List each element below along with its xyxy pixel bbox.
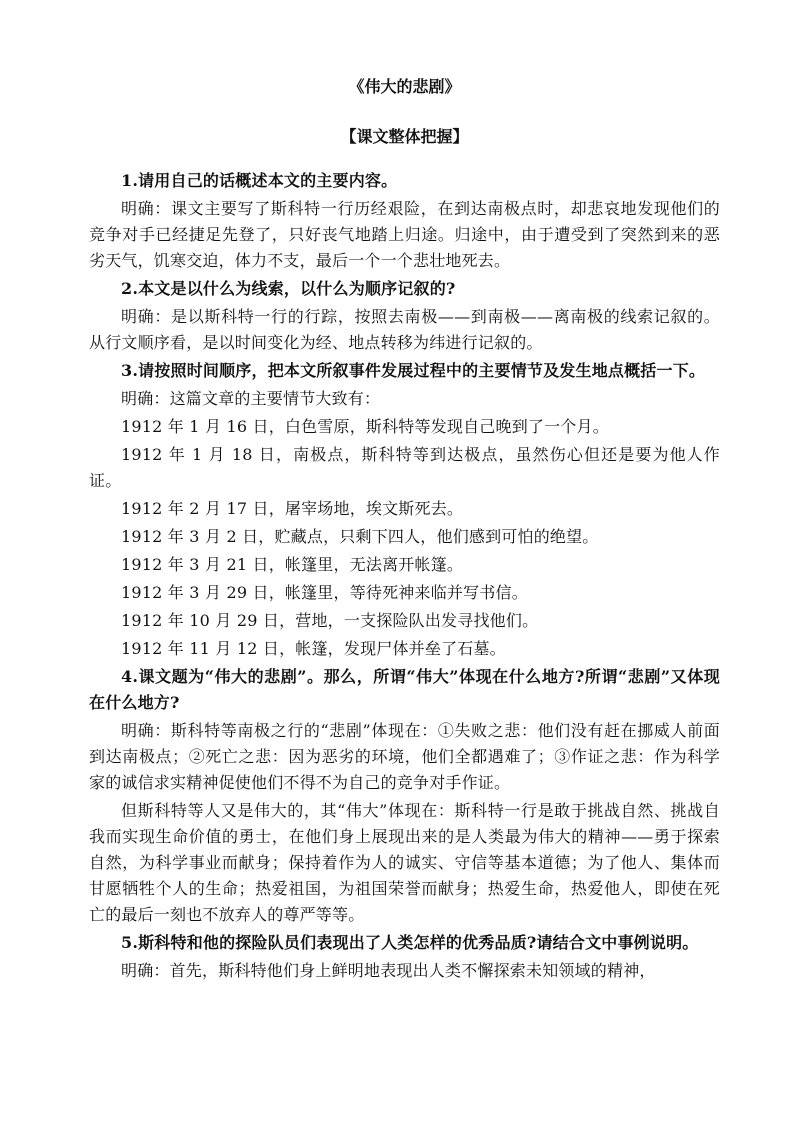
- question-3: 3.请按照时间顺序，把本文所叙事件发展过程中的主要情节及发生地点概括一下。: [121, 361, 706, 380]
- section-heading: 【课文整体把握】: [340, 127, 469, 146]
- answer-paragraph: 明确：是以斯科特一行的行踪，按照去南极——到南极——离南极的线索记叙的。从行文顺序看，是以时间变化为经、地点转移为纬进行记叙的。: [89, 307, 720, 352]
- answer-paragraph: 但斯科特等人又是伟大的，其“伟大”体现在：斯科特一行是敢于挑战自然、挑战自我而实现生命价值的勇士，在他们身上展现出来的是人类最为伟大的精神——勇于探索自然，为科学事业而献身；保持着作为人的诚实、守信等基本道德；为了他人、集体而甘愿牺牲个人的生命；热爱祖国，为祖国荣誉而献身；热爱生命，热爱他人，即使在死亡的最后一刻也不放弃人的尊严等等。: [89, 801, 720, 924]
- question-5: 5.斯科特和他的探险队员们表现出了人类怎样的优秀品质?请结合文中事例说明。: [121, 933, 699, 952]
- timeline-item: 1912 年 3 月 29 日，帐篷里，等待死神来临并写书信。: [121, 583, 528, 602]
- answer-paragraph: 明确：斯科特等南极之行的“悲剧”体现在：①失败之悲：他们没有赶在挪威人前面到达南极点；②死亡之悲：因为恶劣的环境，他们全都遇难了；③作证之悲：作为科学家的诚信求实精神促使他们不得不为自己的竞争对手作证。: [89, 721, 720, 792]
- question-4: 4.课文题为“伟大的悲剧”。那么，所谓“伟大”体现在什么地方?所谓“悲剧”又体现在什么地方?: [89, 667, 720, 712]
- timeline-item: 1912 年 10 月 29 日，营地，一支探险队出发寻找他们。: [121, 611, 539, 630]
- timeline-item: 1912 年 11 月 12 日，帐篷，发现尸体并垒了石墓。: [121, 639, 506, 658]
- question-1: 1.请用自己的话概述本文的主要内容。: [121, 171, 398, 190]
- answer-paragraph: 明确：这篇文章的主要情节大致有：: [121, 389, 381, 408]
- answer-paragraph: 明确：首先，斯科特他们身上鲜明地表现出人类不懈探索未知领域的精神，: [121, 961, 656, 980]
- document-title: 《伟大的悲剧》: [348, 77, 461, 96]
- timeline-item: 1912 年 2 月 17 日，屠宰场地，埃文斯死去。: [121, 499, 464, 518]
- timeline-item: 1912 年 1 月 16 日，白色雪原，斯科特等发现自己晚到了一个月。: [121, 417, 609, 436]
- timeline-item: 1912 年 3 月 2 日，贮藏点，只剩下四人，他们感到可怕的绝望。: [121, 527, 599, 546]
- answer-paragraph: 明确：课文主要写了斯科特一行历经艰险，在到达南极点时，却悲哀地发现他们的竞争对手已经捷足先登了，只好丧气地踏上归途。归途中，由于遭受到了突然到来的恶劣天气，饥寒交迫，体力不支，最后一个一个悲壮地死去。: [89, 199, 720, 270]
- timeline-item: 1912 年 3 月 21 日，帐篷里，无法离开帐篷。: [121, 555, 464, 574]
- timeline-item: 1912 年 1 月 18 日，南极点，斯科特等到达极点，虽然伤心但还是要为他人作证。: [89, 445, 720, 490]
- question-2: 2.本文是以什么为线索，以什么为顺序记叙的?: [121, 279, 456, 298]
